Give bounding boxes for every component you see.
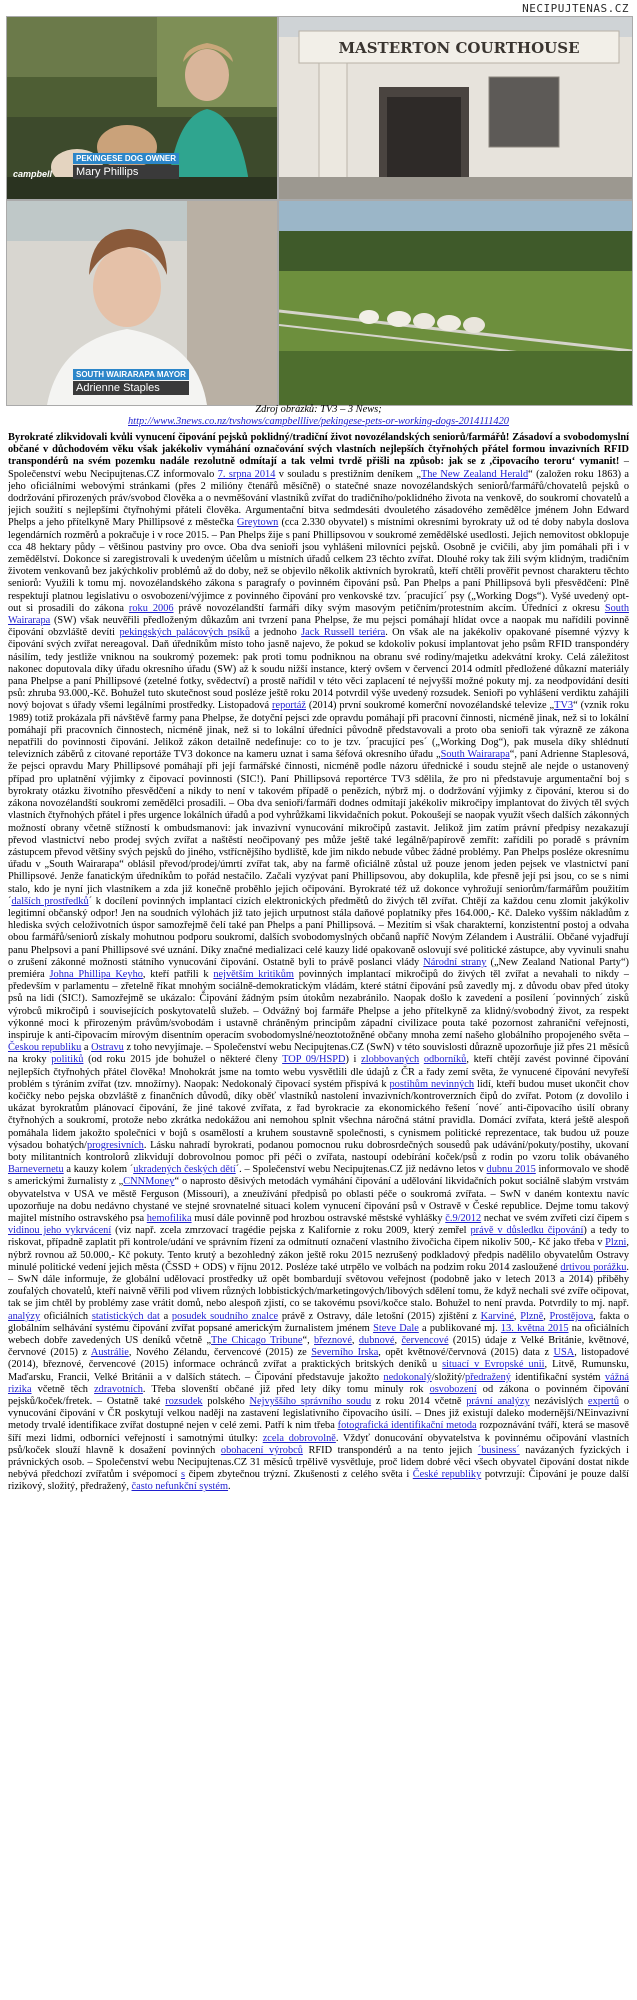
article-text: .	[228, 1481, 231, 1493]
article-text: a	[81, 1042, 92, 1054]
article-link[interactable]: Greytown	[236, 517, 279, 529]
photo-courthouse-image	[279, 17, 632, 199]
article-text: a kauzy kolem ´	[63, 1164, 134, 1176]
photo-caption-mary	[69, 151, 183, 181]
photo-mary-phillips	[6, 16, 278, 200]
article-text: od zákona o povinném čipování pejsků/koček/fretek. – Ostatně také	[8, 1383, 629, 1408]
article-link[interactable]: 7. srpna 2014	[217, 468, 276, 480]
article-link[interactable]: předražený	[465, 1371, 511, 1383]
article-text: , Litvě, Rumunsku, Maďarsku, Francii, Velké Británii a v dalších státech. – Čipování představuje jakožto	[8, 1359, 629, 1383]
article-lead: Byrokraté zlikvidovali kvůli vynucení čipování pejsků poklidný/tradiční život novozélandských seniorů/farmářů! Zásadoví a svobodomyslní občané v důchodovém věku však jakékoliv vymáhání označování svých vlastních nejlepších čtyřnohých přátel formou invazivních RFID transpondérů na svém pozemku nadále rezolutně odmítají a tak velmi tvrdě přišli na způsob: jak se z ,čipovacího teroru‘ vymanit!	[8, 432, 629, 468]
article-paragraph	[8, 432, 629, 1494]
photo-masterton-courthouse	[278, 16, 633, 200]
article-text: a jednoho	[250, 627, 302, 639]
article-link[interactable]: Jack Russell teriéra	[301, 627, 386, 639]
article-text: . – SwN dále informuje, že globální udělovací prostředky už opět bombardují světovou veřejnost (podobně jako v letech 2013 a 2014) příběhy zoufalých chovatelů, kteří naivně věřili pod vlivem různých lobbistických/marketingových/libových sdělení tomu, že když nechali své zvíře očipovat, tak se jim chtěl by problémy zase vrátit domů, nebo alespoň zjistí, co se takovému psovi/kočce stalo. Bohužel to není pravda. Potvrdily to mj. např.	[8, 1261, 629, 1310]
article-text: /složitý/	[431, 1371, 466, 1383]
article-link[interactable]: CNNMoney	[123, 1176, 175, 1188]
article-text: musí dále povinně pod hrozbou ostravské městské vyhlášky	[191, 1213, 446, 1224]
article-link[interactable]: odborníků	[423, 1054, 467, 1066]
article-link[interactable]: právní analýzy	[466, 1396, 530, 1408]
article-text: ,	[543, 1310, 550, 1322]
article-link[interactable]: často nefunkční systém	[131, 1481, 229, 1493]
photo-adrienne-staples	[6, 200, 278, 406]
courthouse-sign: MASTERTON COURTHOUSE	[338, 39, 580, 57]
article-link[interactable]: analýzy	[8, 1310, 41, 1322]
article-text: , nýbrž rovnou až 50.000,- Kč pokuty. Tento krutý a bezohledný zákon ještě roku 2015 nezrušený podkladový předpis nadělilo obyvatelům Ostravy minulé politické vedení jejich města (ČSSD + ODS) v říjnu 2012. Posléze také utrpělo ve volbách na podzim roku 2014 zasloužené	[8, 1237, 629, 1273]
article-text: oficiálních	[40, 1310, 92, 1322]
article-link[interactable]: červencové	[401, 1335, 449, 1347]
article-link[interactable]: Austrálie	[90, 1347, 129, 1359]
article-link[interactable]: statistických dat	[91, 1310, 160, 1322]
article-link[interactable]: ukradených českých dětí	[133, 1164, 236, 1176]
image-source-caption	[0, 404, 637, 428]
article-text: , listopadové (2014), březnové, červencové (2015) informace ochránců zvířat a praktických britských deníků u	[8, 1347, 629, 1371]
article-text: včetně těch	[31, 1383, 95, 1395]
article-text: čipem zbytečnou trýzní. Zkušenosti z celého světa i	[185, 1469, 413, 1481]
article-text: ´ k docílení povinných implantací cizích elektronických předmětů do živých těl zvířat. Chtějí za každou cenu zlomit jakýkoliv legitimní občanský odpor! Jen na soudních výlohách již tato jejich urputnost stála daňové poplatníky přes 164.000,- Kč. Daleko vyšším nákladům z hlediska svých celoživotních úspor samozřejmě čelí také pan Phelps a paní Phillipsová. – Mezitím si však charakterní, konzistentní postoj a odvaha obou farmářů/seniorů získaly mohutnou podporu soukromí, dalších svobodomyslných občanů napříč Novým Zélandem i Austrálií. Občané vyjadřují panu Phelpsovi a paní Phillipsové své uznání. Díky značné medializaci celé kauzy lidé opakovaně oslovují své politické zástupce, aby vyvinuli snahu o zrušení zákonné možnosti státního vynucování čipování. Ostatně byli to právě poslanci vlády	[8, 895, 629, 968]
article-link[interactable]: Ostravu	[91, 1042, 124, 1054]
article-text: ,	[351, 1335, 359, 1347]
article-text: “ o naprosto děsivých metodách vymáhání čipování a udělování likvidačních pokut sociálně slabým vrstvám obyvatelstva v USA ve městě Ferguson (Missouri), a zneužívání předpisů po oblasti péče o soukromá zvířata. – SwN v daném kontextu navíc upozorňuje na dobu nedávno chystané ve stejné srovnatelné situaci kolem vynucení čipování psů v Ostravě v České republice. Dejme tomu takový majitel místního ostravského psa	[8, 1176, 629, 1224]
article-link[interactable]: politiků	[51, 1054, 84, 1066]
article-text: ,	[394, 1335, 402, 1347]
photo-sheep-image	[279, 201, 632, 405]
article-link[interactable]: rozsudek	[165, 1396, 203, 1408]
article-link[interactable]: expertů	[588, 1396, 620, 1408]
article-text: “ (vznik roku 1989) totiž prokázala při návštěvě farmy pana Phelpse, že dotyční pejsci zde opravdu pomáhají při pracovní činnosti, nicméně jinak, než si to lokální pomáhají při pracovních činnostech, nicméně jinak, než si to lokální úředníci původně představovali a proto oba senioři tak výrazně ze zákona nepatřili do povinnosti čipování. Jelikož zákon detailně nedefinuje: co to je tzv. ´pracující pes´ („Working Dog“), pak musela díky shlédnutí televizních záběrů z citované reportáže TV3 dokonce na kameru uznat i sama šéfová okresního úřadu „	[8, 700, 629, 761]
article-text: . Lásku nahradí byrokrati, podanou pomocnou ruku dobrosrdečných sousedů pak udávání/pokuty/postihy, ukovaní boty militantních kontrolorů zlikvidují dobrovolnou pomoc při péči o zvířata, nastoupí odebírání koček/psů z rodin po vzoru tolik obávaného	[8, 1139, 629, 1163]
article-text: (2014) první soukromé komerční novozélandské televize „	[305, 700, 555, 712]
article-link[interactable]: zlobbovaných	[361, 1054, 420, 1066]
article-link[interactable]: South Wairarapa	[440, 749, 510, 761]
article-text: ,	[513, 1310, 521, 1322]
article-link[interactable]: The Chicago Tribune	[211, 1335, 303, 1347]
article-link[interactable]: situací v Evropské unii	[442, 1359, 545, 1371]
article-link[interactable]: Českou republiku	[8, 1042, 82, 1054]
article-link[interactable]: březnové	[314, 1335, 352, 1347]
article-link[interactable]: USA	[553, 1347, 575, 1359]
article-text: a publikované mj.	[418, 1322, 501, 1334]
campbell-live-logo: campbell	[13, 169, 53, 179]
article-text: “ (založen roku 1863) a jeho oficiálními webovými stránkami (přes 2 milióny čtenářů měsíčně) o statečné snaze novozélandských seniorů/farmářů/chovatelů pejsků o dodržování přirozených práv/svobod člověka a o nevměšování vlastníků zvířat do tradičního/poklidného života na venkově, do soukromí chovatelů a jejich soužití s nejlepšími čtyřnohými přáteli člověka. Argumentační bitva sedmdesáti dvouletého zásadového zemědělce jménem John Edward Phelps a jeho přítelkyně Mary Phillipsové z městečka	[8, 468, 629, 529]
article-text: ) a tedy to riskovat, případně zaplatit při kontrole/udání ve správním řízení za odmítnutí označení vlastního živočicha čipem nikoliv 500,- Kč jako třeba v	[8, 1225, 629, 1249]
article-link[interactable]: dubnu 2015	[486, 1164, 536, 1176]
article-text: potvrzují: Čipování je pouze další rizikový, složitý, předražený,	[8, 1469, 629, 1493]
article-text: právě novozélandští farmáři díky svým masovým petičním/protestním akcím. Úředníci z okresu	[173, 602, 605, 614]
article-text: . Třeba slovenští občané již před lety díky tomu minuly rok	[142, 1383, 430, 1395]
article-link[interactable]: Severního Irska	[311, 1347, 379, 1359]
photo-caption-adrienne	[69, 367, 193, 397]
article-link[interactable]: 13. května 2015	[500, 1322, 569, 1334]
article-text: právě z Ostravy, dále letošní (2015) zjištění z	[278, 1310, 481, 1322]
article-link[interactable]: Plzni	[605, 1237, 627, 1249]
article-link[interactable]: drtivou porážku	[560, 1261, 627, 1273]
article-link[interactable]: zcela dobrovolně	[262, 1432, 336, 1444]
article-link[interactable]: pekingských palácových psíků	[119, 627, 251, 639]
article-text: nechat ve svém zvířeti cizí čipem s	[481, 1213, 629, 1224]
article-link[interactable]: posudek soudního znalce	[171, 1310, 279, 1322]
article-text: ) i	[345, 1054, 362, 1066]
article-link[interactable]: osvobození	[429, 1383, 477, 1395]
photo-sheep-farm	[278, 200, 633, 406]
photo-caption-mary-tag: PEKINGESE DOG OWNER	[73, 153, 179, 164]
article-text: na oficiálních webech dobře zavedených US deníků včetně „	[8, 1322, 629, 1347]
article-text: z roku 2014 včetně	[371, 1396, 467, 1408]
article-link[interactable]: Nejvyššího správního soudu	[249, 1396, 372, 1408]
article-link[interactable]: Plzně	[520, 1310, 544, 1322]
article-text: (cca 2.330 obyvatel) s místními okresními byrokraty už od té doby nabyla doslova legendárních rozměrů a pokračuje i v roce 2015. – Pan Phelps žije s paní Phillipsovou v soukromé zemědělské usedlosti. Jejich nemovitost obklopuje cca 48 hektary půdy – většinou pastviny pro ovce. Oba dva senioři jsou vyhlášeni milovníci pejsků. Osobně je cvičili, aby jim pomáhali při i v zemědělství. Dokonce si zaregistrovali k uvedeným účelům u místních úřadů celkem 23 těchto zvířat. Dlouhé roky tak žili svým klidným, tradičním životem venkovanů bez jakýchkoliv problémů až do doby, než se objevilo několik aktivních byrokratů, kteří chtěli prověřit pevnost charakteru těchto seniorů: Využili k tomu mj. novozélandského zákona s paragrafy o povinném čipování psů. Pan Phelps a paní Phillipsová byli přesvědčení: Plně respektují platnou legislativu o osvobození/výjimce z povinného čipování pro venkovské tzv. ´pracující´ psy („Working Dogs“). Vyšé uvedený opt-out si prosadili do zákona	[8, 517, 629, 614]
article-text: . Vždyť donucování obyvatelstva k povinnému očipování vlastních psů/koček slouží hlavně k dosažení povinných	[8, 1432, 629, 1456]
article-link[interactable]: roku 2006	[128, 602, 174, 614]
article-link[interactable]: dubnové	[358, 1335, 395, 1347]
article-text: nezávislých	[529, 1396, 589, 1408]
article-text: z toho nevyjímaje. – Společenství webu Necipujtenas.CZ (SwN) v této souvislosti důrazně upozorňuje již přes 21 měsíců na kroky	[8, 1042, 629, 1066]
article-text: povinných implantací mikročipů do živých těl zvířat a nevahali to nikdy – především v parlamentu – zřetelně říkat mnohým sociálně-demokratickým vládám, které státní čipování psů zavedly mj. z důvodu obav před útoky psů na lidi (SIC!). Samozřejmě se ukázalo: Čipování žádným psím útokům nezabránilo. Naopak došlo k zavedení a posílení ´povinných´ zisků výrobců mikročipů i souvisejících poskytovatelů služeb. – Odvážný boj farmáře Phelpse a jeho přítelkyně za klidný/svobodný život, za respekt výkonné moci k přirozeným právům/svobodám i ustavně chráněným principům západní civilizace pouta také pozornost zahraniční veřejnosti, inspiruje k anti-čipovacím mírovým disentním operacím svobodomyslné/neoztotožněné občany mnoha zemí našeho globálního propojeného světa –	[8, 968, 629, 1041]
article-link[interactable]: č.9/2012	[445, 1213, 482, 1224]
article-text: (viz např. zcela zmrzovací tragédie pejska z Kalifornie z roku 2009, který zemřel	[111, 1225, 471, 1237]
article-text: v souladu s prestižním deníkem „	[275, 468, 421, 480]
article-link[interactable]: právě v důsledku čipování	[470, 1225, 584, 1237]
article-text: , fakta o globálním selhávání systému čipování zvířat popsané americkým žurnalistem jménem	[8, 1310, 629, 1334]
article-text: , kteří chtějí zavést povinné čipování nejlepších čtyřnohých přátel člověka! Mnohokrát jsme na tomto webu vysvětlili dle údajů z ČR a řady zemí světa, že vynucené čipování nevyřeší problém s týráním zvířat (tzv. množírny). Naopak: Nedokonalý čipovací systém přispívá k	[8, 1054, 629, 1090]
article-text: informovalo ve shodě s americkými žurnalisty z „	[8, 1164, 629, 1188]
article-text: (od roku 2015 jde bohužel o některé členy	[83, 1054, 283, 1066]
article-text: (SW) však neuvěřili předloženým důkazům ani tvrzení pana Phelpse, že mu pejsci pomáhají hlídat ovce a naopak mu nařídili povinně čipování obzvláště devíti	[8, 615, 629, 639]
article-text: rozpoznávání tváří, která se masově šíří mezi lidmi, odborníci veřejností i samotnými útulky:	[8, 1420, 629, 1444]
article-text: lidí, kteří budou muset ukončit chov kočičky nebo pejska obzvláště z finančních důvodů, díky oběť vlastníků nastolení invazivních/kontroverzních čipů do zvířat. Potom (z dovolilo i ukázat byrokratům plánovací čipování, že jiné takové zvířata, z řad byrokracie za ekonomického řešení ´nové´ anti-čipovacího úsilí obrany čtyřnohých a soukromí, protože nebo zkrátka nedokážou ani nemohou splnit všechna náročná státní pravidla. Domácí zvířata, která ještě alespoň pomáhala lidem jakožto společníci v bojů s osamělostí a kruhem soustavně společnosti, s cynismem politické reprezentace, tak budou už pouze výsadou bohatých/	[8, 1078, 629, 1151]
image-source-link[interactable]: http://www.3news.co.nz/tvshows/campbelllive/pekingese-pets-or-working-dogs-2014111420	[127, 416, 510, 427]
article-link[interactable]: zdravotních	[94, 1383, 143, 1395]
article-text: a	[159, 1310, 172, 1322]
article-link[interactable]: obohacení výrobců	[220, 1444, 303, 1456]
article-text: identifikační systém	[510, 1371, 605, 1383]
article-link[interactable]: TV3	[554, 700, 574, 712]
image-source-label: Zdroj obrázků: TV3 – 3 News;	[255, 404, 382, 415]
article-text: “, paní Adrienne Staplesová, že pejsci opravdu Mary Phillipsové pomáhají při její farmářské činnosti, nicméně podle názoru úřednické i soudu stejně ale nejde o ustanovený případ pro uplatnění výjimky z čipovací povinnosti (SIC!). Paní Phillipsová reportérce TV3 sdělila, že pro ni představuje argumentační boj s byrokraty otázku životního přesvědčení a nikdy to není v takovém případě o penězích, nýbrž mj. o dodržování výjimky z čipování, kterou si do zákona novozélandští soukromí zemědělci prosadili. – Oba dva senioři/farmáři dodnes odmítají jakékoliv mikročipy implantovat do živých těl svých vlastních čtyřnohých přátel i přes urgence lokálních úřadů a pod vyhrůžkami likvidačních pokut. Pokoušejí se naopak využít všech dalších zákonných možností obrany včetně stížností k ombudsmanovi: jak invazivní vynucování mikročipů zastavit. Jelikož jim zatím právní předpisy nezakazují převod vlastnictví nebo prodej svých zvířat a naštěstí neočipovaný pes může ještě také legálně/papírově zemřít: zařídili po poradě s právním zástupcem převod většiny svých pejsků do jiného, vstřícnějšího bydliště, kde jim nikdo nebude vůbec žádné problémy. Pan Phelps posléze okresnímu úřadu v „South Wairarapa“ oblásil převod/prodej/úmrtí zvířat tak, aby na farmě oficiálně zůstal už pouze jenom jeden pejsek ve vlastnictví paní Phillipsové. Jenže fanatickým úředníkům to pořád nestačilo. Začali vyzývat paní Phillipsovou, aby dokuplila, kde přesně její psi jsou, co se s nimi stalo, kdo je nyní jich vlastníkem a zda již konečně proběhlo jejich očipování. Byrokraté též už dokonce vyhrožují seniorům/farmářům použitím ´	[8, 749, 629, 907]
article-link[interactable]: South Wairarapa	[8, 602, 629, 627]
article-text: , kteří patřili k	[142, 968, 214, 980]
article-link[interactable]: vážná rizika	[8, 1371, 629, 1395]
article-text: , Nového Zélandu, červencové (2015) ze	[128, 1347, 312, 1359]
article-text: , opět květnové/červnová (2015) data z	[378, 1347, 554, 1359]
article-body	[8, 432, 629, 1994]
site-watermark: NECIPUJTENAS.CZ	[522, 2, 629, 15]
article-link[interactable]: TOP 09/HSPD	[282, 1054, 346, 1066]
article-link[interactable]: Johna Phillipa Keyho	[49, 968, 143, 980]
article-link[interactable]: dalších prostředků	[11, 895, 89, 907]
article-link[interactable]: ´business´	[477, 1444, 520, 1456]
article-link[interactable]: největším kritikům	[213, 968, 294, 980]
article-link[interactable]: s	[180, 1469, 186, 1481]
photo-caption-mary-name: Mary Phillips	[73, 165, 179, 179]
photo-caption-adrienne-tag: SOUTH WAIRARAPA MAYOR	[73, 369, 189, 380]
article-text: “,	[302, 1335, 315, 1347]
article-text: (2015) údaje z Velké Británie, květnové, červnové (2015) z	[8, 1335, 629, 1359]
article-link[interactable]: Karviné	[480, 1310, 514, 1322]
article-link[interactable]: fotografická identifikační metoda	[337, 1420, 477, 1432]
photo-collage	[6, 16, 631, 404]
article-text: polského	[202, 1396, 250, 1408]
article-link[interactable]: Prostějova	[549, 1310, 594, 1322]
article-link[interactable]: Steve Dale	[373, 1322, 419, 1334]
article-text: navázaných fyzických i právnických osob. – Společenství webu Necipujtenas.CZ 31 měsíců trpělivě vysvětluje, proč lidem dobré věci všech obyvatel čipování dostat nikde nebývá předchozí zvířatům i svépomocí	[8, 1444, 629, 1481]
article-text: ´. – Společenství webu Necipujtenas.CZ již nedávno letos v	[235, 1164, 487, 1176]
article-link[interactable]: postihům nevinných	[389, 1078, 475, 1090]
article-text: – Společenství webu Necipujtenas.CZ informovalo	[8, 456, 629, 480]
article-link[interactable]: Barnevernetu	[8, 1164, 64, 1176]
article-text: o vynucování čipování v ČR poskytují velkou naději na zastavení legislativního čipovacího úsilí. – Dnes již existují daleko modernější/NEinvazivní metody trvalé identifikace zvířat dostupné nejen v celé zemi. Patří k nim třeba	[8, 1396, 629, 1432]
article-link[interactable]: reportáž	[272, 700, 306, 712]
article-link[interactable]: nedokonalý	[383, 1371, 432, 1383]
article-text: . On však ale na jakékoliv opakované písemné výzvy k čipování svých zvířat nereagoval. Daň úředníkům místo toho jasně najevo, že pokud se kdokoliv pokusí implantovat jeho psům RFID transpondéry násilím, tedy jestliže vniknou na soukromý pozemek: pak proti tomu podniknou na obranu své rodiny/majetku adekvátní kroky. Celá záležitost nakonec doputovala díky úřadu okresního úřadu (SW) až k soudu nižší instance, který ovšem v červenci 2014 odmítl předložené důkazní materiály pana Phelpse a paní Phillipsové (zetelné fotky, svědectví) a prostě nařídil v této věci zaplacení té nejvyšší možné pokuty mj. za neodpovídání desíti psů: zhruba 93.000,-Kč. Bohužel tuto skutečnost soud posléze ještě roku 2014 potvrdil výše uvedený rozsudek. Senioři po vyhlášení verdiktu zahájili nový bojovat s úřady všemi legálními prostředky. Listopadová	[8, 627, 629, 712]
article-link[interactable]: The New Zealand Herald	[420, 468, 529, 480]
article-link[interactable]: České republiky	[412, 1469, 482, 1481]
article-link[interactable]: Národní strany	[423, 956, 487, 968]
article-text: RFID transpondérů a na tento jejich	[302, 1444, 478, 1456]
article-link[interactable]: vidinou jeho vykrvácení	[8, 1225, 112, 1237]
photo-caption-adrienne-name: Adrienne Staples	[73, 381, 189, 395]
article-link[interactable]: hemofilika	[146, 1213, 192, 1224]
article-text: („New Zealand National Party“) premiéra	[8, 956, 629, 980]
article-link[interactable]: progresivních	[86, 1139, 144, 1151]
